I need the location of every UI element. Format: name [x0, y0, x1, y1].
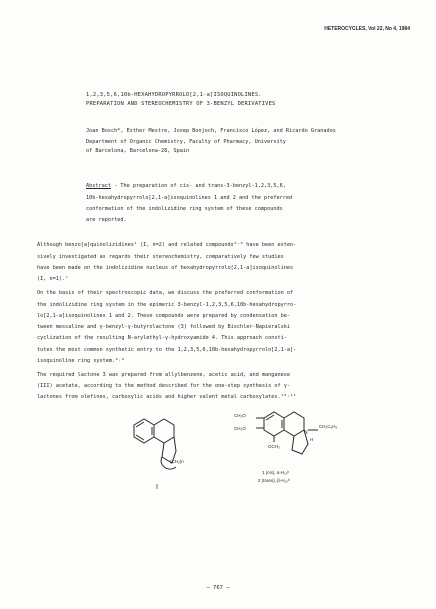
- body-p2-line-5: cyclization of the resulting N-arylethyl-γ-hydroxyamide 4. This approach consti-: [37, 335, 287, 341]
- och3-a: CH₃O: [234, 413, 246, 418]
- title-line-2: PREPARATION AND STEREOCHEMISTRY OF 3-BENZYL DERIVATIVES: [86, 101, 276, 107]
- body-p1-line-1: Although benzo[a]quinolizidines¹ (I, n=2) and related compounds²⁻⁶ have been exten-: [37, 242, 297, 248]
- body-p2-line-1: On the basis of their spectroscopic data, we discuss the preferred conformation of: [37, 290, 294, 296]
- hydrogen-label: H: [310, 437, 314, 442]
- och3-b: CH₃O: [234, 426, 246, 431]
- benzyl-substituent: CH₂C₆H₅: [319, 424, 338, 429]
- body-p1-line-4: (I, n=1).⁷: [37, 276, 69, 282]
- benzene-ring: [134, 419, 154, 443]
- abstract-line-4: are reported.: [86, 217, 127, 223]
- structure-1-2: [232, 398, 382, 508]
- trimethoxy-benzene-ring: [264, 412, 284, 436]
- body-p2-line-2: the indolizidine ring system in the epimeric 3-benzyl-1,2,3,5,6,10b-hexahydropyrro-: [37, 302, 297, 308]
- structure-i-label: I: [156, 484, 158, 491]
- body-p2-line-6: tutes the most common synthetic entry to the 1,2,3,5,6,10b-hexahydropyrrolo[2,1-a]-: [37, 347, 297, 353]
- och3-c: OCH₃: [268, 444, 280, 449]
- page-number: — 767 —: [206, 585, 230, 591]
- body-p2-line-3: lo[2,1-a]isoquinolines 1 and 2. These compounds were prepared by condensation be-: [37, 313, 290, 319]
- structure-i: [120, 405, 210, 505]
- abstract-text-1: - The preparation of cis- and trans-3-benzyl-1,2,3,5,6,: [111, 183, 286, 189]
- structure-i-substituent: (CH₂)n: [170, 459, 184, 464]
- abstract-line-2: 10b-hexahydropyrrolo[2,1-a]isoquinolines 1 and 2 and the preferred: [86, 195, 293, 201]
- body-p3-line-2: (III) acetate, according to the method described for the one-step synthesis of γ-: [37, 383, 290, 389]
- body-p2-line-7: isoquinoline ring system.⁸˒⁹: [37, 358, 125, 364]
- abstract-line-3: conformation of the indolizidine ring system of these compounds: [86, 206, 283, 212]
- caption-trans: 2 (trans), β-H₁₀ᵇ: [258, 478, 290, 483]
- title-line-1: 1,2,3,5,6,10b-HEXAHYDROPYRROLO[2,1-a]ISOQUINOLINES.: [86, 92, 262, 98]
- journal-header: HETEROCYCLES, Vol 22, No 4, 1984: [324, 26, 410, 32]
- body-p1-line-2: sively investigated as regards their stereochemistry, comparatively few studies: [37, 254, 284, 260]
- body-p3-line-3: lactones from olefines, carboxylic acids and higher valent metal carboxylates.¹⁰˒¹¹: [37, 394, 297, 400]
- affiliation-line-1: Department of Organic Chemistry, Faculty of Pharmacy, University: [86, 139, 286, 145]
- abstract-line-1: [86, 183, 286, 190]
- author-names: Joan Bosch*, Esther Mestre, Josep Bonjoch, Francisco López, and Ricardo Granados: [86, 128, 336, 134]
- affiliation-line-2: of Barcelona, Barcelona-28, Spain: [86, 148, 190, 154]
- caption-cis: 1 (cis), α-H₁₀ᵇ: [262, 470, 290, 475]
- nitrogen-label: N: [304, 430, 308, 436]
- body-p1-line-3: have been made on the indolizidine nucleus of hexahydropyrrolo[2,1-a]isoquinolines: [37, 265, 294, 271]
- abstract-label: Abstract: [86, 183, 111, 189]
- body-p3-line-1: The required lactone 3 was prepared from allylbenzene, acetic acid, and manganese: [37, 372, 290, 378]
- body-p2-line-4: tween mescaline and γ-benzyl-γ-butyrolactone (3) followed by Bischler-Napieralski: [37, 324, 290, 330]
